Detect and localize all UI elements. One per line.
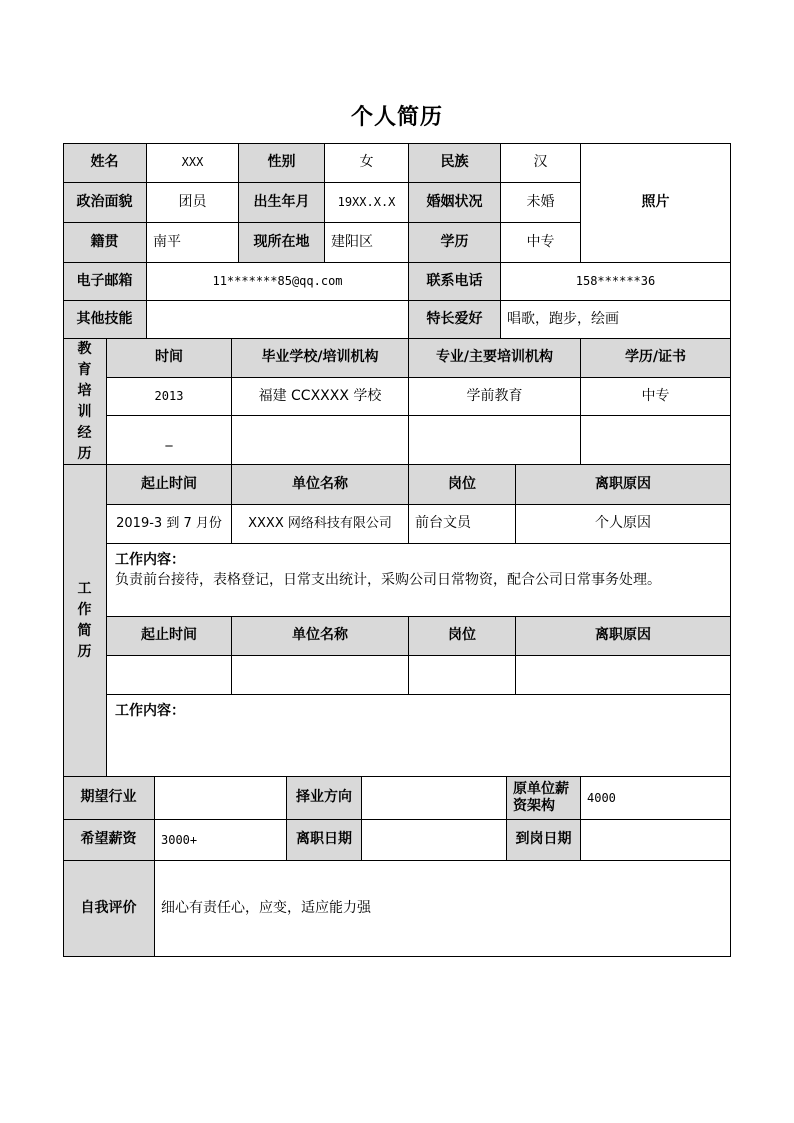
salary-value: 3000+ bbox=[155, 820, 287, 861]
leave-date-label: 离职日期 bbox=[287, 820, 362, 861]
self-eval-text: 细心有责任心，应变，适应能力强 bbox=[155, 861, 731, 957]
onboard-date-label: 到岗日期 bbox=[507, 820, 581, 861]
edu-side-char: 训 bbox=[77, 403, 92, 420]
edu-cell: _ bbox=[107, 416, 232, 465]
gender-value: 女 bbox=[325, 143, 409, 183]
marital-label: 婚姻状况 bbox=[409, 183, 501, 223]
edu-side-char: 历 bbox=[77, 445, 92, 462]
work-side-char: 工 bbox=[77, 580, 92, 597]
name-label: 姓名 bbox=[63, 143, 147, 183]
old-salary-value: 4000 bbox=[581, 777, 731, 820]
skills-value bbox=[147, 301, 409, 339]
education-label: 学历 bbox=[409, 223, 501, 263]
gender-label: 性别 bbox=[239, 143, 325, 183]
work-header-period: 起止时间 bbox=[107, 617, 232, 656]
direction-label: 择业方向 bbox=[287, 777, 362, 820]
hobby-value: 唱歌，跑步，绘画 bbox=[501, 301, 731, 339]
native-value: 南平 bbox=[147, 223, 239, 263]
work-header-position: 岗位 bbox=[409, 617, 516, 656]
edu-cell: 中专 bbox=[581, 378, 731, 416]
industry-value bbox=[155, 777, 287, 820]
edu-side-label bbox=[63, 339, 107, 465]
work-content-2 bbox=[107, 695, 731, 777]
birth-value: 19XX.X.X bbox=[325, 183, 409, 223]
work-header-company: 单位名称 bbox=[232, 617, 409, 656]
native-label: 籍贯 bbox=[63, 223, 147, 263]
edu-cell: 学前教育 bbox=[409, 378, 581, 416]
work-header-reason: 离职原因 bbox=[516, 465, 731, 505]
work-content-1 bbox=[107, 544, 731, 617]
ethnic-label: 民族 bbox=[409, 143, 501, 183]
work-header-reason: 离职原因 bbox=[516, 617, 731, 656]
work-header-period: 起止时间 bbox=[107, 465, 232, 505]
hobby-label: 特长爱好 bbox=[409, 301, 501, 339]
birth-label: 出生年月 bbox=[239, 183, 325, 223]
work-cell: 个人原因 bbox=[516, 505, 731, 544]
edu-header-school: 毕业学校/培训机构 bbox=[232, 339, 409, 378]
page-title: 个人简历 bbox=[350, 105, 443, 130]
edu-cell bbox=[409, 416, 581, 465]
edu-side-char: 经 bbox=[77, 424, 92, 441]
edu-header-degree: 学历/证书 bbox=[581, 339, 731, 378]
work-content-label: 工作内容： bbox=[115, 552, 185, 568]
name-value: XXX bbox=[147, 143, 239, 183]
edu-cell bbox=[232, 416, 409, 465]
salary-label: 希望薪资 bbox=[63, 820, 155, 861]
email-label: 电子邮箱 bbox=[63, 263, 147, 301]
work-cell bbox=[232, 656, 409, 695]
email-value: 11*******85@qq.com bbox=[147, 263, 409, 301]
residence-value: 建阳区 bbox=[325, 223, 409, 263]
skills-label: 其他技能 bbox=[63, 301, 147, 339]
work-content-text: 负责前台接待，表格登记，日常支出统计，采购公司日常物资，配合公司日常事务处理。 bbox=[115, 572, 661, 588]
edu-header-time: 时间 bbox=[107, 339, 232, 378]
political-value: 团员 bbox=[147, 183, 239, 223]
onboard-date-value bbox=[581, 820, 731, 861]
direction-value bbox=[362, 777, 507, 820]
work-cell bbox=[107, 656, 232, 695]
work-header-position: 岗位 bbox=[409, 465, 516, 505]
work-side-char: 作 bbox=[77, 601, 92, 618]
work-cell: 前台文员 bbox=[409, 505, 516, 544]
edu-side-char: 教 bbox=[77, 340, 92, 357]
old-salary-label: 原单位薪资架构 bbox=[507, 777, 581, 820]
work-cell: 2019-3 到 7 月份 bbox=[107, 505, 232, 544]
residence-label: 现所在地 bbox=[239, 223, 325, 263]
work-cell bbox=[409, 656, 516, 695]
edu-cell: 福建 CCXXXX 学校 bbox=[232, 378, 409, 416]
edu-header-major: 专业/主要培训机构 bbox=[409, 339, 581, 378]
edu-cell: 2013 bbox=[107, 378, 232, 416]
work-cell: XXXX 网络科技有限公司 bbox=[232, 505, 409, 544]
work-content-label: 工作内容： bbox=[115, 703, 185, 719]
edu-side-char: 育 bbox=[77, 361, 92, 378]
political-label: 政治面貌 bbox=[63, 183, 147, 223]
self-eval-label: 自我评价 bbox=[63, 861, 155, 957]
phone-label: 联系电话 bbox=[409, 263, 501, 301]
edu-side-char: 培 bbox=[77, 382, 92, 399]
education-value: 中专 bbox=[501, 223, 581, 263]
edu-cell bbox=[581, 416, 731, 465]
leave-date-value bbox=[362, 820, 507, 861]
work-header-company: 单位名称 bbox=[232, 465, 409, 505]
ethnic-value: 汉 bbox=[501, 143, 581, 183]
phone-value: 158******36 bbox=[501, 263, 731, 301]
photo-box: 照片 bbox=[581, 143, 731, 263]
work-side-label bbox=[63, 465, 107, 777]
work-side-char: 简 bbox=[77, 622, 92, 639]
work-cell bbox=[516, 656, 731, 695]
industry-label: 期望行业 bbox=[63, 777, 155, 820]
work-side-char: 历 bbox=[77, 643, 92, 660]
marital-value: 未婚 bbox=[501, 183, 581, 223]
